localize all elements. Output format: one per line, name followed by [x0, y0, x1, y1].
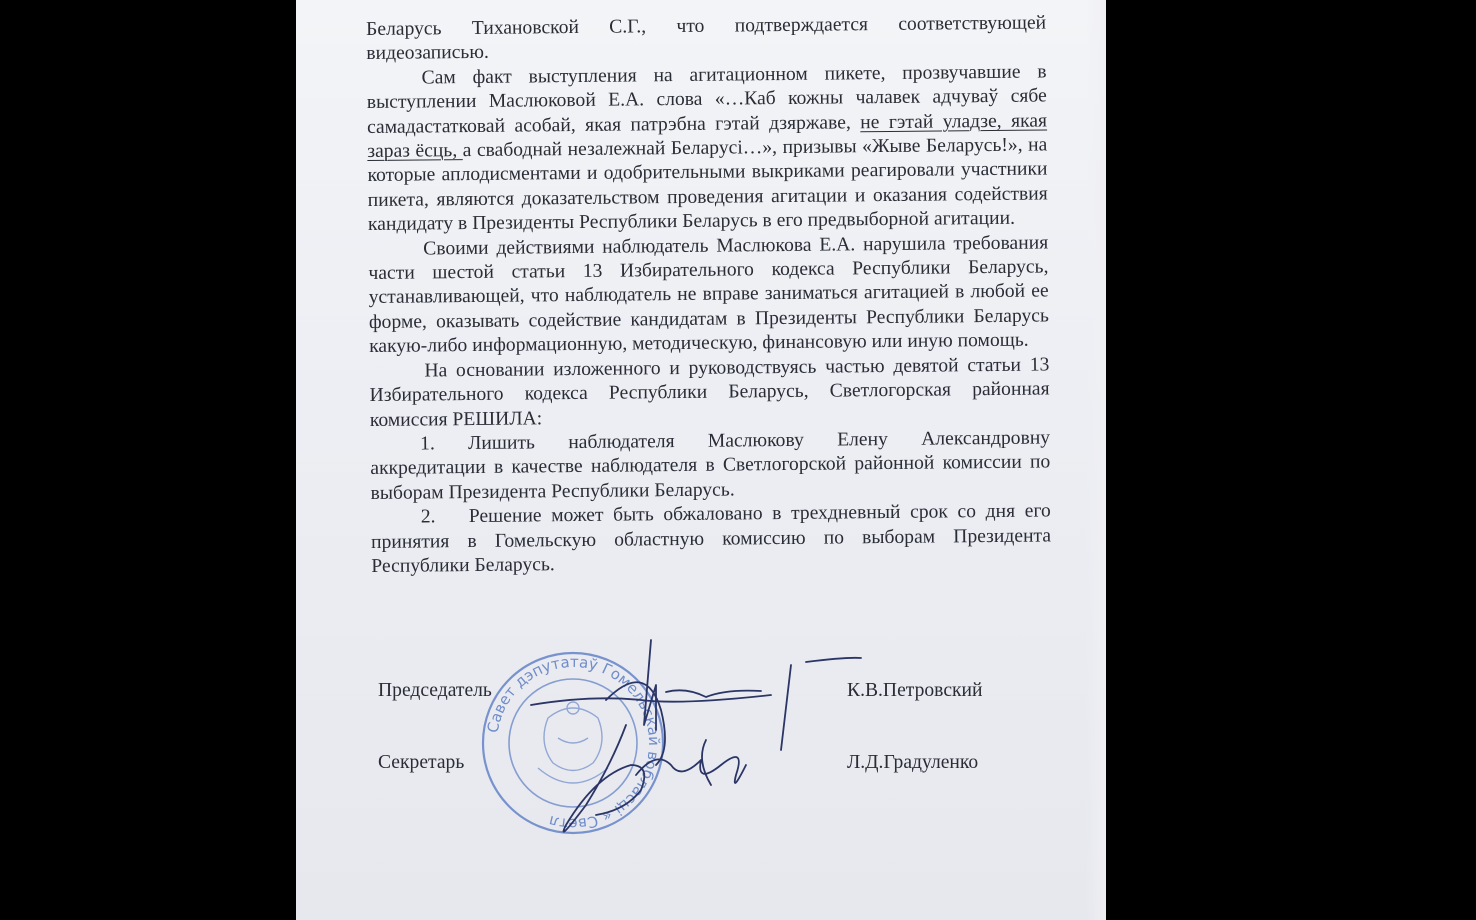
paragraph-4: На основании изложенного и руководствуясь частью девятой статьи 13 Избирательного кодекса Республики Беларусь, Светлогорская районная комиссия РЕШИЛА: [369, 354, 1050, 431]
underlined-quote: не гэтай уладзе, якая зараз ёсць, [367, 110, 1048, 163]
decision-item-1 [370, 426, 1051, 506]
chair-title: Председатель [378, 680, 492, 701]
svg-text:Савет дэпутатаў Гомельскай воб: Савет дэпутатаў Гомельскай вобласці « Светл [483, 652, 664, 834]
decision-item-2 [371, 500, 1052, 580]
secretary-title: Секретарь [378, 752, 465, 773]
paragraph-1: Беларусь Тихановской С.Г., что подтверждается соответствующей видеозаписью. [366, 12, 1047, 65]
paragraph-2-text-end: а свабоднай незалежнай Беларусі…», призывы «Жыве Беларусь!», на которые аплодисментами и одобрительными выкриками реагировали участники пикета, являются доказательством проведения агитации и оказания содействия кандидату в Президенты Республики Беларусь в его предвыборной агитации. [367, 134, 1048, 236]
paragraph-2 [366, 60, 1048, 237]
paragraph-2-text: Сам факт выступления на агитационном пикете, прозвучавшие в выступлении Маслюковой Е.А. слова «…Каб кожны чалавек адчуваў сябе самадастатковай асобай, якая патрэбна гэтай дзяржаве, [366, 61, 1047, 138]
chair-name: К.В.Петровский [847, 680, 983, 701]
item-number: 1. [419, 433, 435, 455]
decision-item-1-text: Лишить наблюдателя Маслюкову Елену Александровну аккредитации в качестве наблюдателя в Светлогорской районной комиссии по выборам Президента Республики Беларусь. [370, 427, 1051, 504]
document-page [296, 0, 1106, 920]
document-body [366, 11, 1051, 579]
secretary-name: Л.Д.Градуленко [847, 752, 979, 773]
decision-item-2-text: Решение может быть обжаловано в трехдневный срок со дня его принятия в Гомельскую областную комиссию по выборам Президента Республики Беларусь. [370, 500, 1052, 577]
handwritten-signatures [506, 630, 886, 850]
item-number: 2. [420, 506, 436, 528]
paragraph-3: Своими действиями наблюдатель Маслюкова Е.А. нарушила требования части шестой статьи 13 Избирательного кодекса Республики Беларусь, устанавливающей, что наблюдатель не вправе заниматься агитацией в любой ее форме, оказывать содействие кандидатам в Президенты Республики Беларусь какую-либо информационную, методическую, финансовую или иную помощь. [368, 232, 1049, 358]
